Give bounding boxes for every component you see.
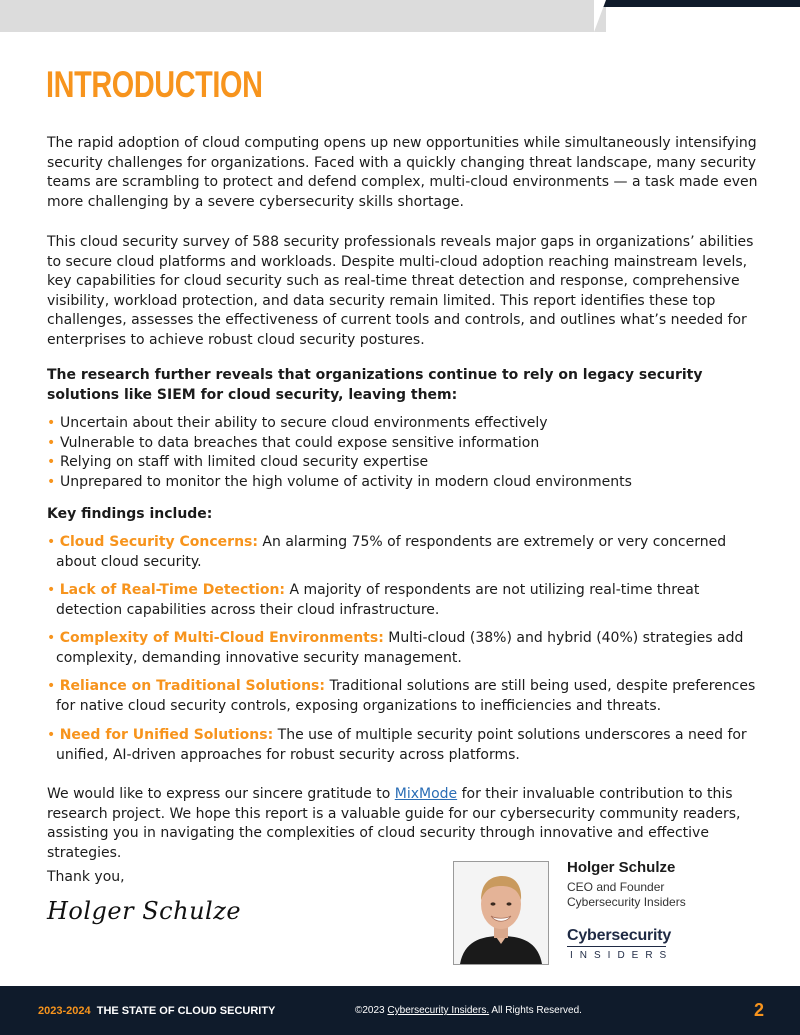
author-role (567, 880, 686, 910)
finding-label: Need for Unified Solutions: (59, 727, 274, 743)
intro-paragraph-1: The rapid adoption of cloud computing opens up new opportunities while simultaneously intensifying security challenges for organizations. Faced with a quickly changing threat landscape, many security teams are scrambling to protect and defend complex, multi-cloud environments — a task made even more challenging by a severe cybersecurity skills shortage. (47, 135, 758, 210)
finding-item (47, 726, 759, 765)
header-slant (594, 0, 606, 32)
list-item: • Relying on staff with limited cloud security expertise (47, 453, 759, 473)
page-number: 2 (754, 1000, 765, 1020)
finding-label: Reliance on Traditional Solutions: (59, 678, 325, 694)
copyright-suffix: All Rights Reserved. (489, 1005, 582, 1016)
gratitude-paragraph (47, 785, 759, 863)
footer-report-name: THE STATE OF CLOUD SECURITY (96, 1005, 276, 1017)
header-cutout (606, 7, 800, 32)
logo-divider (567, 946, 666, 947)
handwritten-signature: Holger Schulze (47, 897, 242, 925)
author-photo (453, 861, 549, 965)
finding-text: Multi-cloud (38%) and hybrid (40%) strategies add complexity, demanding innovative security management. (56, 630, 744, 666)
author-title: CEO and Founder (567, 880, 665, 894)
finding-text: The use of multiple security point solutions underscores a need for unified, AI-driven approaches for robust security across platforms. (56, 727, 747, 763)
author-portrait-image (454, 862, 548, 964)
header-accent-bar (594, 0, 800, 7)
bullet-dot: • (47, 582, 60, 598)
author-name: Holger Schulze (567, 859, 676, 876)
intro-paragraph-2: This cloud security survey of 588 security professionals reveals major gaps in organizations’ abilities to secure cloud platforms and workloads. Despite multi-cloud adoption reaching mainstream levels, key capabilities for cloud security such as real-time threat detection and response, comprehensive visibility, workload protection, and data security remain limited. This report identifies these top challenges, assesses the effectiveness of current tools and controls, and outlines what’s needed for enterprises to achieve robust cloud security postures. (47, 234, 754, 348)
bullet-dot: • (47, 534, 60, 550)
finding-text: Traditional solutions are still being used, despite preferences for native cloud security controls, exposing organizations to inefficiencies and threats. (56, 678, 756, 714)
research-lead: The research further reveals that organizations continue to rely on legacy security solutions like SIEM for cloud security, leaving them: (47, 367, 703, 403)
key-findings-heading: Key findings include: (47, 506, 213, 522)
gratitude-text: for their invaluable contribution to this research project. We hope this report is a valuable guide for our cybersecurity community readers, assisting you in navigating the complexities of cloud security through innovative and effective strategies. (47, 786, 741, 861)
finding-text: A majority of respondents are not utilizing real-time threat detection capabilities across their cloud infrastructure. (56, 582, 700, 618)
company-logo-subtitle: INSIDERS (570, 950, 674, 961)
finding-label: Complexity of Multi-Cloud Environments: (59, 630, 384, 646)
list-item: • Unprepared to monitor the high volume of activity in modern cloud environments (47, 473, 759, 493)
page-footer (0, 986, 800, 1035)
finding-item (47, 677, 759, 716)
list-item: • Vulnerable to data breaches that could expose sensitive information (47, 434, 759, 454)
company-logo-wordmark: Cybersecurity (567, 927, 672, 944)
footer-report-title (38, 1005, 275, 1017)
bullet-dot: • (47, 630, 60, 646)
finding-item (47, 581, 759, 620)
list-item: • Uncertain about their ability to secure cloud environments effectively (47, 414, 759, 434)
finding-text: An alarming 75% of respondents are extremely or very concerned about cloud security. (56, 534, 727, 570)
page-title: INTRODUCTION (46, 64, 263, 105)
copyright-prefix: ©2023 (355, 1005, 388, 1016)
legacy-risk-list (47, 414, 759, 492)
bullet-dot: • (47, 678, 60, 694)
bullet-dot: • (47, 727, 60, 743)
footer-year: 2023-2024 (38, 1005, 91, 1017)
finding-label: Cloud Security Concerns: (59, 534, 258, 550)
author-company: Cybersecurity Insiders (567, 895, 686, 909)
finding-label: Lack of Real-Time Detection: (59, 582, 286, 598)
mixmode-link[interactable]: MixMode (394, 786, 458, 802)
copyright-link[interactable]: Cybersecurity Insiders. (387, 1005, 490, 1016)
footer-copyright (355, 1005, 582, 1016)
closing: Thank you, (47, 869, 125, 885)
finding-item (47, 533, 759, 572)
finding-item (47, 629, 759, 668)
gratitude-text: We would like to express our sincere gratitude to (47, 786, 395, 802)
